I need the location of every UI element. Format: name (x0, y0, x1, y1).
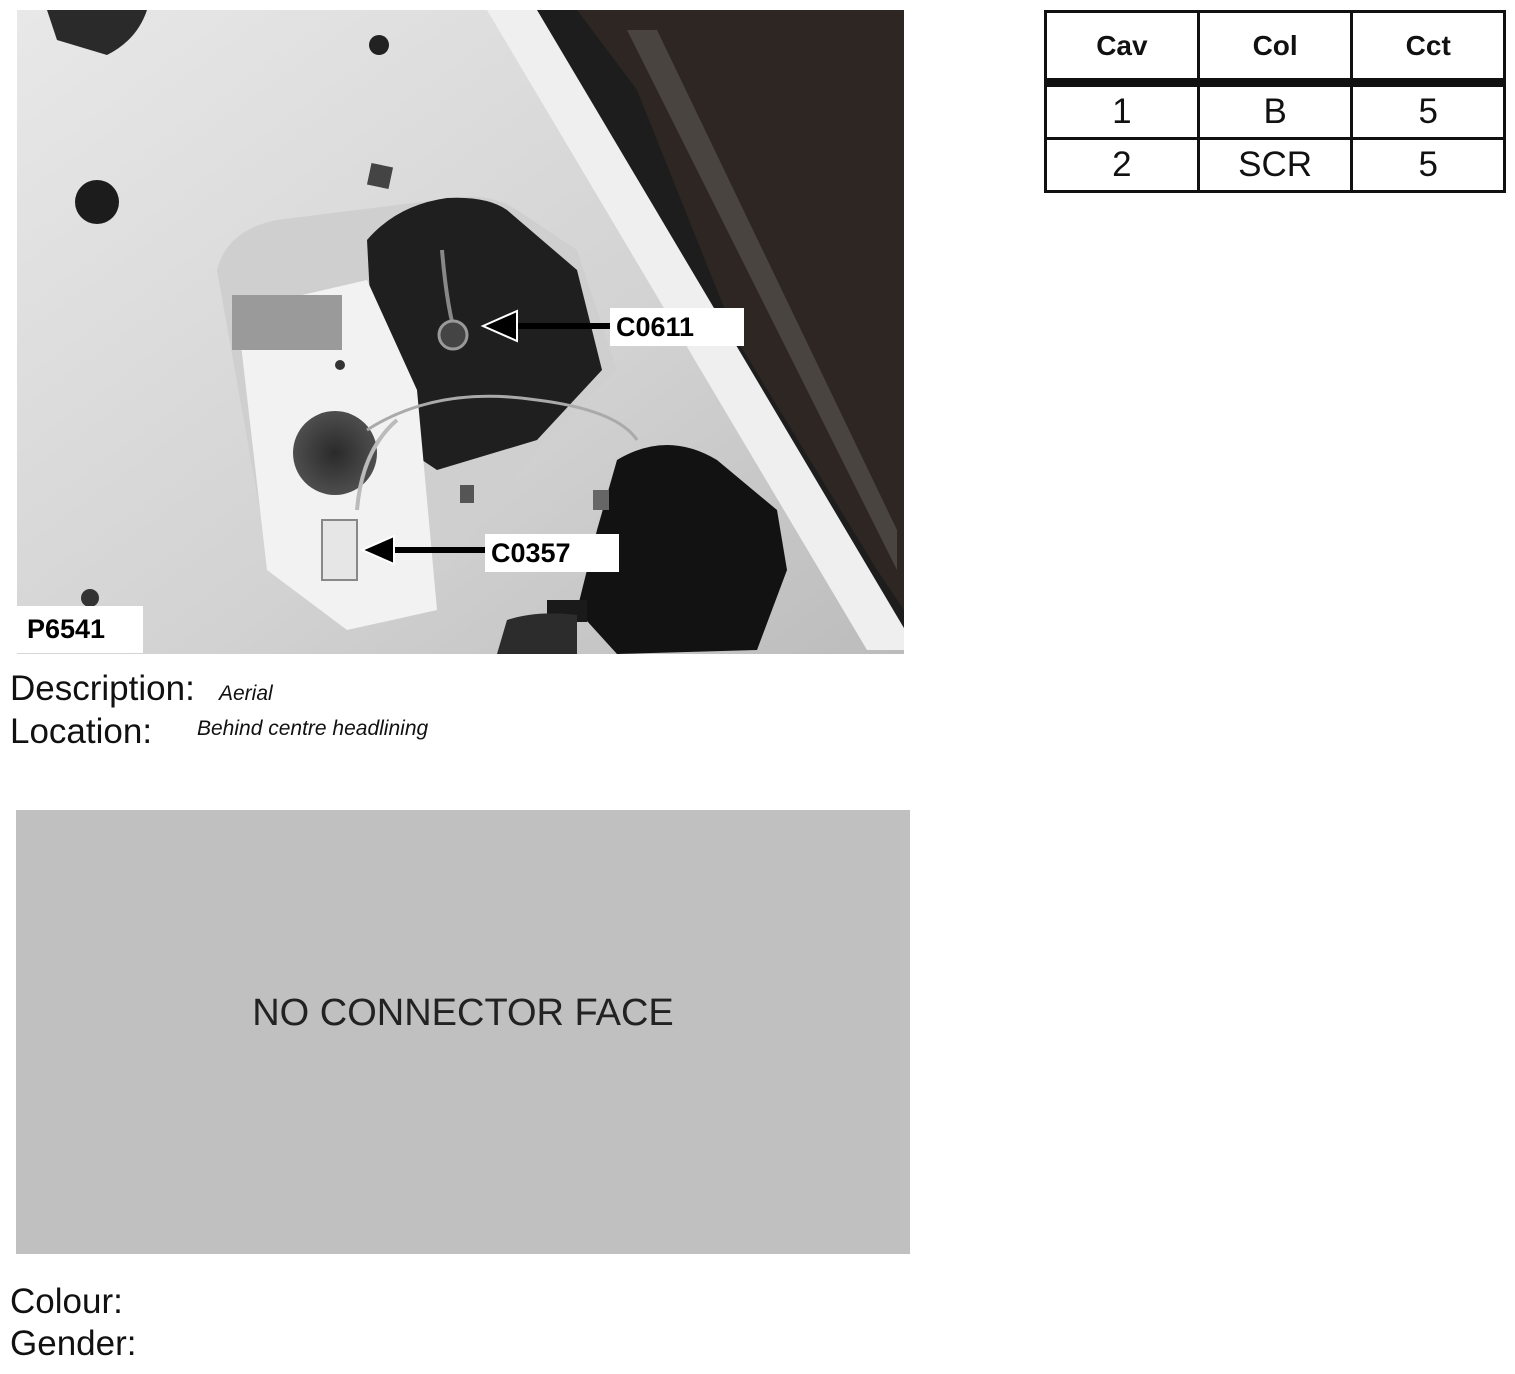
cell-cav: 1 (1046, 83, 1199, 139)
callout-c0611: C0611 (610, 308, 744, 346)
table-header-row (1046, 12, 1505, 83)
location-label: Location: (10, 712, 153, 751)
cell-cct: 5 (1352, 139, 1505, 192)
header-col: Col (1198, 12, 1352, 83)
header-cav: Cav (1046, 12, 1199, 83)
callout-c0357: C0357 (485, 534, 619, 572)
description-value: Aerial (219, 682, 273, 705)
cell-col: B (1198, 83, 1352, 139)
connector-face-text: NO CONNECTOR FACE (252, 992, 674, 1034)
cell-cav: 2 (1046, 139, 1199, 192)
connector-face-placeholder (16, 810, 910, 1254)
pinout-table (1044, 10, 1506, 193)
photo-plate-label: P6541 (17, 606, 143, 653)
cell-cct: 5 (1352, 83, 1505, 139)
colour-label: Colour: (10, 1282, 123, 1321)
header-cct: Cct (1352, 12, 1505, 83)
table-row (1046, 139, 1505, 192)
cell-col: SCR (1198, 139, 1352, 192)
photo-illustration (17, 10, 904, 654)
table-row (1046, 83, 1505, 139)
location-value: Behind centre headlining (197, 717, 429, 740)
gender-label: Gender: (10, 1324, 137, 1363)
connector-location-photo (17, 10, 904, 654)
description-label: Description: (10, 669, 195, 708)
